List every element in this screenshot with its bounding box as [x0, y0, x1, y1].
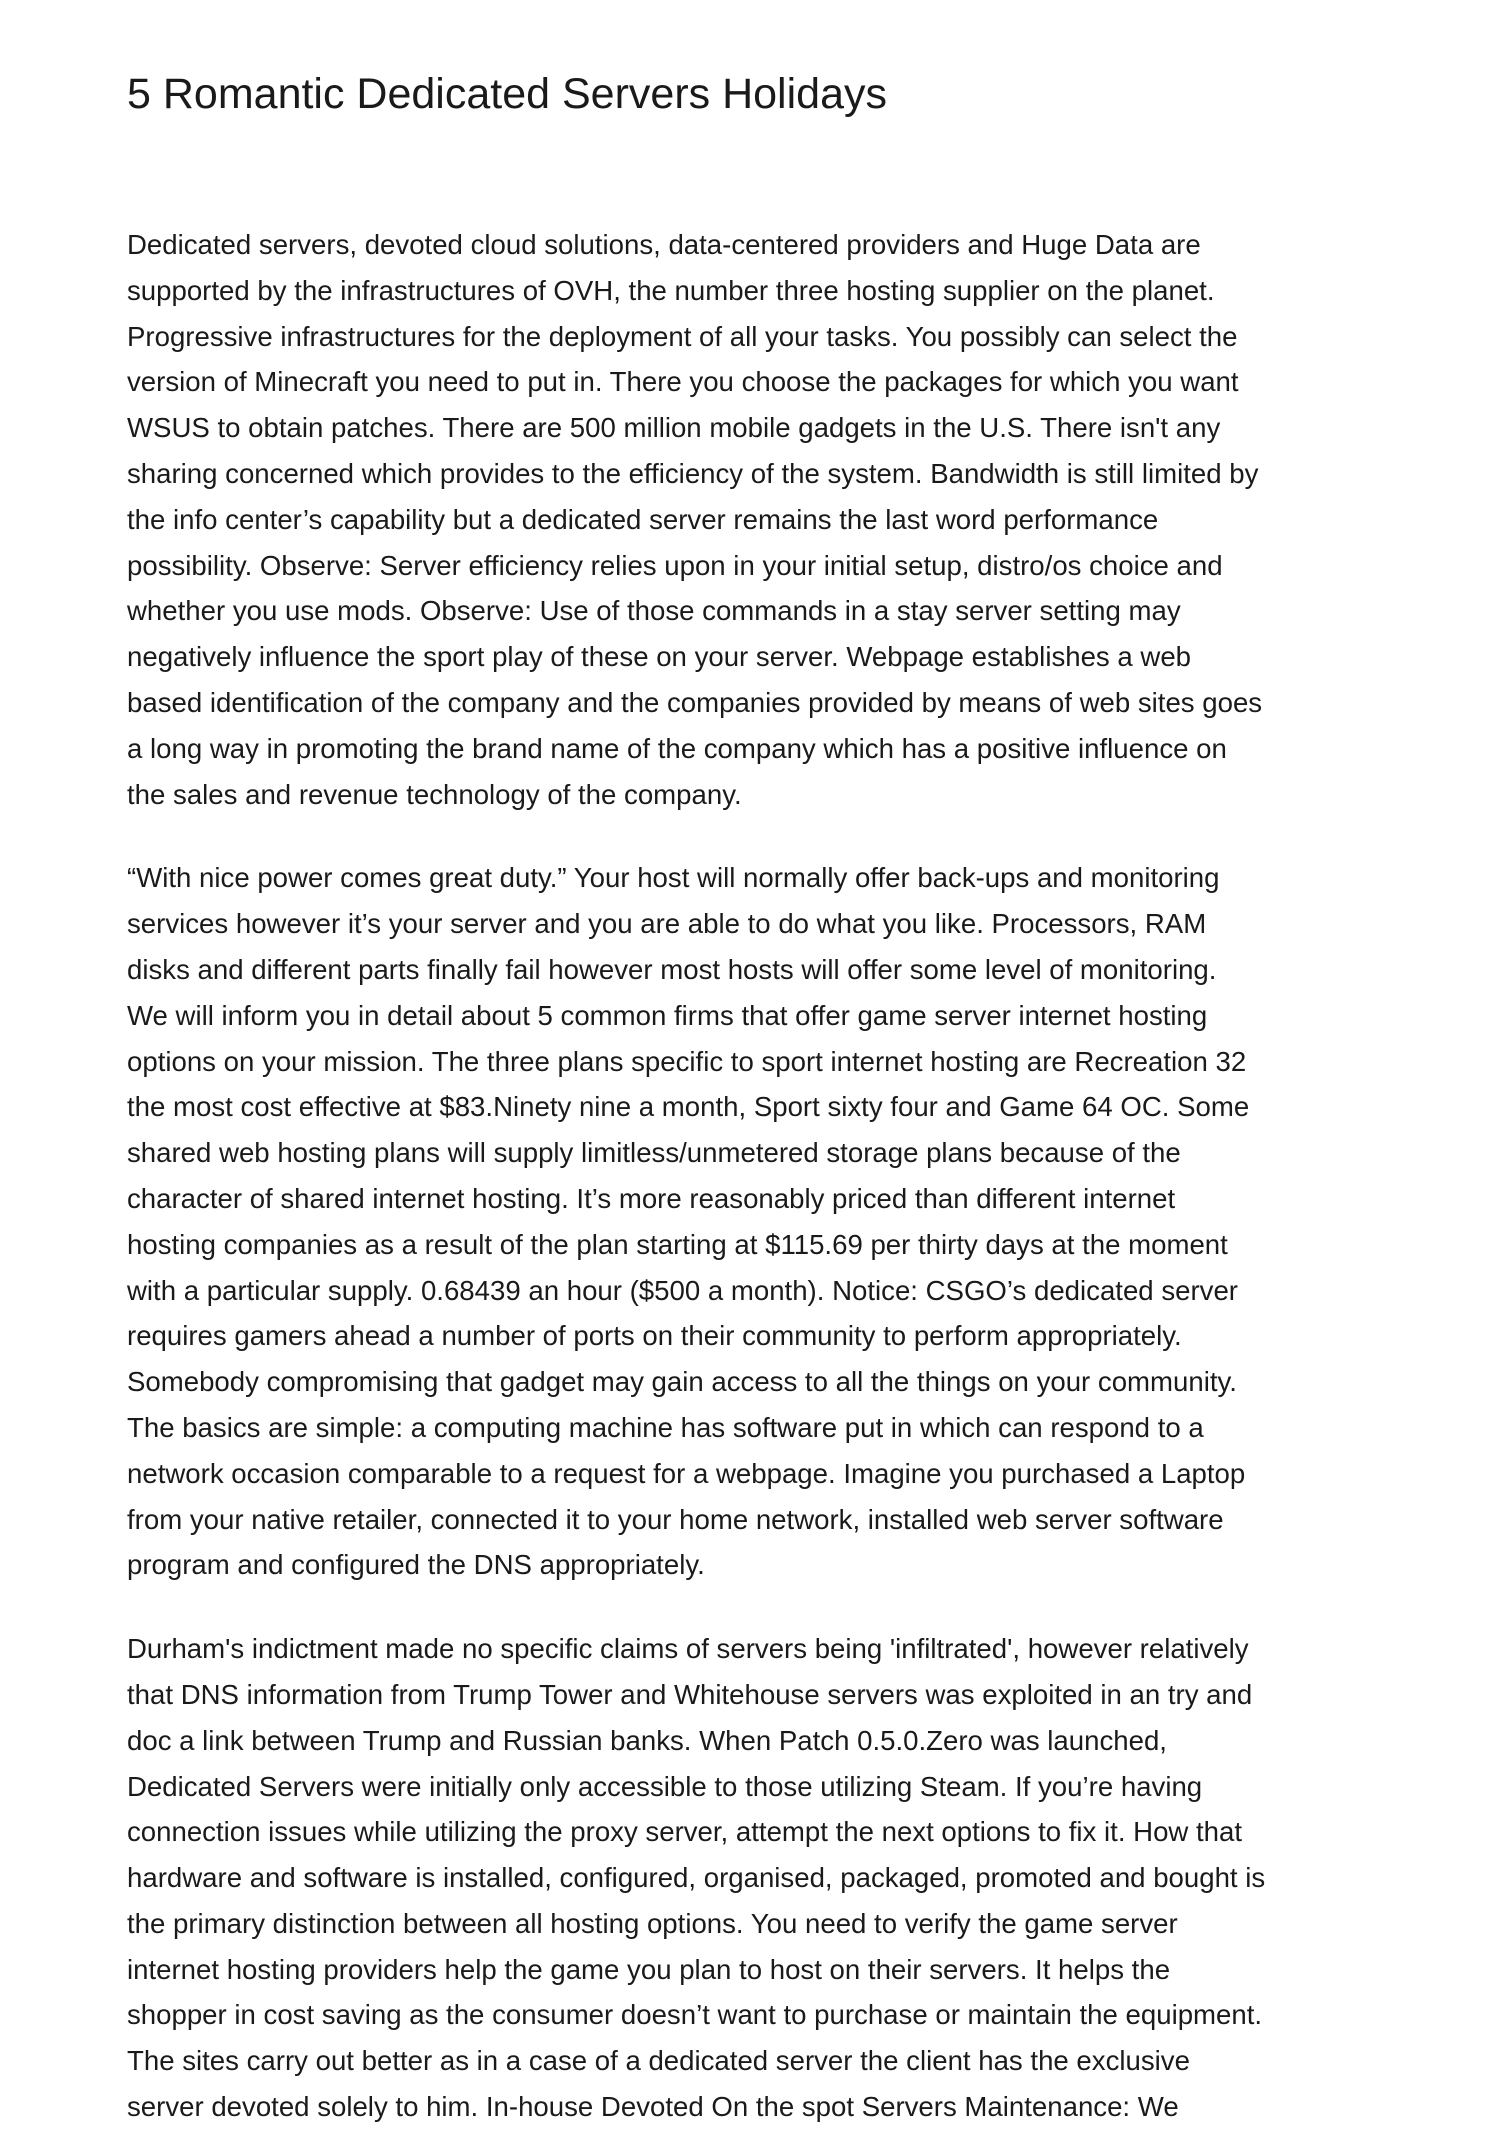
paragraph-line: with a particular supply. 0.68439 an hour ($500 a month). Notice: CSGO’s dedicated server: [127, 1274, 1238, 1306]
paragraph-line: sharing concerned which provides to the efficiency of the system. Bandwidth is still limited by: [127, 457, 1259, 489]
paragraph-3: [127, 1626, 1387, 2130]
paragraph-line: disks and different parts finally fail however most hosts will offer some level of monitoring.: [127, 953, 1217, 985]
paragraph-line: possibility. Observe: Server efficiency relies upon in your initial setup, distro/os choice and: [127, 549, 1223, 581]
paragraph-line: the primary distinction between all hosting options. You need to verify the game server: [127, 1907, 1178, 1939]
paragraph-line: negatively influence the sport play of these on your server. Webpage establishes a web: [127, 641, 1192, 673]
paragraph-line: character of shared internet hosting. It’s more reasonably priced than different internet: [127, 1182, 1176, 1214]
paragraph-line: Somebody compromising that gadget may gain access to all the things on your community.: [127, 1366, 1237, 1398]
document-page: [127, 66, 1387, 2130]
paragraph-line: supported by the infrastructures of OVH, the number three hosting supplier on the planet.: [127, 274, 1215, 306]
paragraph-line: options on your mission. The three plans specific to sport internet hosting are Recreation 32: [127, 1045, 1247, 1077]
paragraph-line: WSUS to obtain patches. There are 500 million mobile gadgets in the U.S. There isn't any: [127, 412, 1221, 444]
paragraph-line: hosting companies as a result of the plan starting at $115.69 per thirty days at the moment: [127, 1228, 1228, 1260]
paragraph-line: that DNS information from Trump Tower and Whitehouse servers was exploited in an try and: [127, 1678, 1253, 1710]
paragraph-line: We will inform you in detail about 5 common firms that offer game server internet hosting: [127, 999, 1208, 1031]
paragraph-line: requires gamers ahead a number of ports on their community to perform appropriately.: [127, 1320, 1182, 1352]
paragraph-1: [127, 222, 1387, 817]
paragraph-line: internet hosting providers help the game you plan to host on their servers. It helps the: [127, 1953, 1171, 1985]
paragraph-line: the sales and revenue technology of the company.: [127, 778, 742, 810]
paragraph-line: the most cost effective at $83.Ninety nine a month, Sport sixty four and Game 64 OC. Some: [127, 1091, 1250, 1123]
paragraph-line: server devoted solely to him. In-house Devoted On the spot Servers Maintenance: We: [127, 2091, 1179, 2123]
paragraph-line: shared web hosting plans will supply limitless/unmetered storage plans because of the: [127, 1137, 1181, 1169]
paragraph-line: hardware and software is installed, configured, organised, packaged, promoted and bought is: [127, 1862, 1266, 1894]
paragraph-line: program and configured the DNS appropriately.: [127, 1549, 705, 1581]
paragraph-line: the info center’s capability but a dedicated server remains the last word performance: [127, 503, 1159, 535]
paragraph-line: based identification of the company and the companies provided by means of web sites goes: [127, 686, 1263, 718]
page-title: 5 Romantic Dedicated Servers Holidays: [127, 70, 887, 118]
paragraph-line: The sites carry out better as in a case of a dedicated server the client has the exclusive: [127, 2045, 1190, 2077]
paragraph-line: version of Minecraft you need to put in. There you choose the packages for which you want: [127, 366, 1239, 398]
paragraph-line: from your native retailer, connected it to your home network, installed web server software: [127, 1503, 1224, 1535]
paragraph-line: Dedicated servers, devoted cloud solutions, data-centered providers and Huge Data are: [127, 229, 1201, 260]
paragraph-line: Durham's indictment made no specific claims of servers being 'infiltrated', however relatively: [127, 1633, 1249, 1665]
paragraph-line: network occasion comparable to a request for a webpage. Imagine you purchased a Laptop: [127, 1457, 1246, 1489]
paragraph-2: [127, 855, 1387, 1588]
paragraph-line: “With nice power comes great duty.” Your host will normally offer back-ups and monitoring: [127, 862, 1220, 894]
paragraph-line: connection issues while utilizing the proxy server, attempt the next options to fix it. How that: [127, 1816, 1243, 1848]
paragraph-line: whether you use mods. Observe: Use of those commands in a stay server setting may: [127, 595, 1181, 627]
paragraph-line: The basics are simple: a computing machine has software put in which can respond to a: [127, 1411, 1204, 1443]
paragraph-line: Dedicated Servers were initially only accessible to those utilizing Steam. If you’re having: [127, 1770, 1203, 1802]
paragraph-line: shopper in cost saving as the consumer doesn’t want to purchase or maintain the equipment.: [127, 1999, 1263, 2031]
paragraph-line: Progressive infrastructures for the deployment of all your tasks. You possibly can select the: [127, 320, 1238, 352]
paragraph-line: doc a link between Trump and Russian banks. When Patch 0.5.0.Zero was launched,: [127, 1724, 1167, 1756]
paragraph-line: a long way in promoting the brand name of the company which has a positive influence on: [127, 732, 1227, 764]
paragraph-line: services however it’s your server and you are able to do what you like. Processors, RAM: [127, 908, 1207, 940]
